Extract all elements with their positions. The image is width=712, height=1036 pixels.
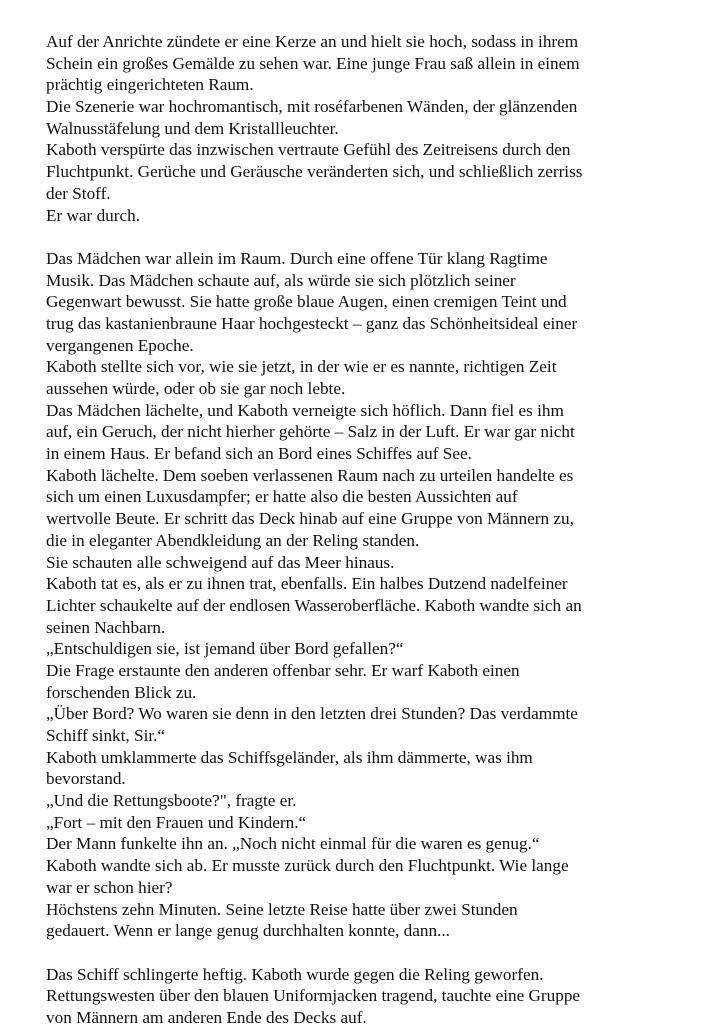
text-line: Lichter schaukelte auf der endlosen Wasseroberfläche. Kaboth wandte sich an: [46, 595, 582, 615]
text-line: Der Mann funkelte ihn an. „Noch nicht einmal für die waren es genug.“: [46, 834, 540, 854]
text-line: Schein ein großes Gemälde zu sehen war. Eine junge Frau saß allein in einem: [46, 53, 580, 73]
text-line: „Über Bord? Wo waren sie denn in den letzten drei Stunden? Das verdammte: [46, 704, 578, 724]
text-line: Rettungswesten über den blauen Uniformjacken tragend, tauchte eine Gruppe: [46, 986, 581, 1006]
text-line: Walnusstäfelung und dem Kristallleuchter.: [46, 118, 339, 138]
text-line: aussehen würde, oder ob sie gar noch lebte.: [46, 379, 346, 398]
text-line: prächtig eingerichteten Raum.: [46, 75, 254, 95]
text-line: „Entschuldigen sie, ist jemand über Bord gefallen?“: [46, 639, 404, 659]
text-line: Kaboth verspürte das inzwischen vertraute Gefühl des Zeitreisens durch den: [46, 140, 571, 160]
text-line: Er war durch.: [46, 205, 141, 225]
text-line: forschenden Blick zu.: [46, 682, 197, 702]
paragraph-block-1: [46, 31, 686, 226]
text-line: sich um einen Luxusdampfer; er hatte also die besten Aussichten auf: [46, 487, 518, 507]
text-line: war er schon hier?: [46, 877, 173, 897]
text-line: in einem Haus. Er befand sich an Bord eines Schiffes auf See.: [46, 444, 472, 464]
text-line: von Männern am anderen Ende des Decks auf.: [46, 1007, 367, 1027]
text-line: Das Mädchen lächelte, und Kaboth verneigte sich höflich. Dann fiel es ihm: [46, 400, 564, 420]
text-line: seinen Nachbarn.: [46, 617, 166, 637]
paragraph-block-3: [46, 964, 686, 1029]
text-line: Fluchtpunkt. Gerüche und Geräusche veränderten sich, und schließlich zerriss: [46, 162, 583, 182]
paragraph-gap: [46, 226, 686, 248]
text-line: Musik. Das Mädchen schaute auf, als würde sie sich plötzlich seiner: [46, 270, 516, 290]
text-line: trug das kastanienbraune Haar hochgesteckt – ganz das Schönheitsideal einer: [46, 313, 578, 333]
document-page: [46, 31, 686, 1029]
text-line: Die Szenerie war hochromantisch, mit roséfarbenen Wänden, der glänzenden: [46, 97, 578, 117]
text-line: vergangenen Epoche.: [46, 335, 194, 355]
text-line: auf, ein Geruch, der nicht hierher gehörte – Salz in der Luft. Er war gar nicht: [46, 422, 575, 442]
text-line: Gegenwart bewusst. Sie hatte große blaue Augen, einen cremigen Teint und: [46, 292, 567, 312]
text-line: der Stoff.: [46, 183, 111, 203]
text-line: Die Frage erstaunte den anderen offenbar sehr. Er warf Kaboth einen: [46, 660, 520, 680]
text-line: die in eleganter Abendkleidung an der Reling standen.: [46, 530, 420, 550]
text-line: Höchstens zehn Minuten. Seine letzte Reise hatte über zwei Stunden: [46, 899, 518, 919]
text-line: Sie schauten alle schweigend auf das Meer hinaus.: [46, 552, 395, 572]
paragraph-block-2: [46, 248, 686, 942]
paragraph-gap: [46, 942, 686, 964]
text-line: Auf der Anrichte zündete er eine Kerze an und hielt sie hoch, sodass in ihrem: [46, 32, 579, 51]
text-line: „Fort – mit den Frauen und Kindern.“: [46, 812, 307, 832]
text-line: Schiff sinkt, Sir.“: [46, 726, 166, 745]
text-line: Kaboth stellte sich vor, wie sie jetzt, in der wie er es nannte, richtigen Zeit: [46, 357, 557, 377]
text-line: bevorstand.: [46, 769, 126, 789]
text-line: Kaboth tat es, als er zu ihnen trat, ebenfalls. Ein halbes Dutzend nadelfeiner: [46, 574, 568, 594]
text-line: Das Mädchen war allein im Raum. Durch eine offene Tür klang Ragtime: [46, 248, 548, 268]
text-line: wertvolle Beute. Er schritt das Deck hinab auf eine Gruppe von Männern zu,: [46, 509, 574, 529]
text-line: „Und die Rettungsboote?", fragte er.: [46, 791, 297, 811]
text-line: Kaboth wandte sich ab. Er musste zurück durch den Fluchtpunkt. Wie lange: [46, 856, 569, 876]
text-line: Das Schiff schlingerte heftig. Kaboth wurde gegen die Reling geworfen.: [46, 964, 544, 984]
text-line: Kaboth umklammerte das Schiffsgeländer, als ihm dämmerte, was ihm: [46, 747, 533, 767]
text-line: gedauert. Wenn er lange genug durchhalten konnte, dann...: [46, 921, 450, 941]
text-line: Kaboth lächelte. Dem soeben verlassenen Raum nach zu urteilen handelte es: [46, 465, 574, 485]
